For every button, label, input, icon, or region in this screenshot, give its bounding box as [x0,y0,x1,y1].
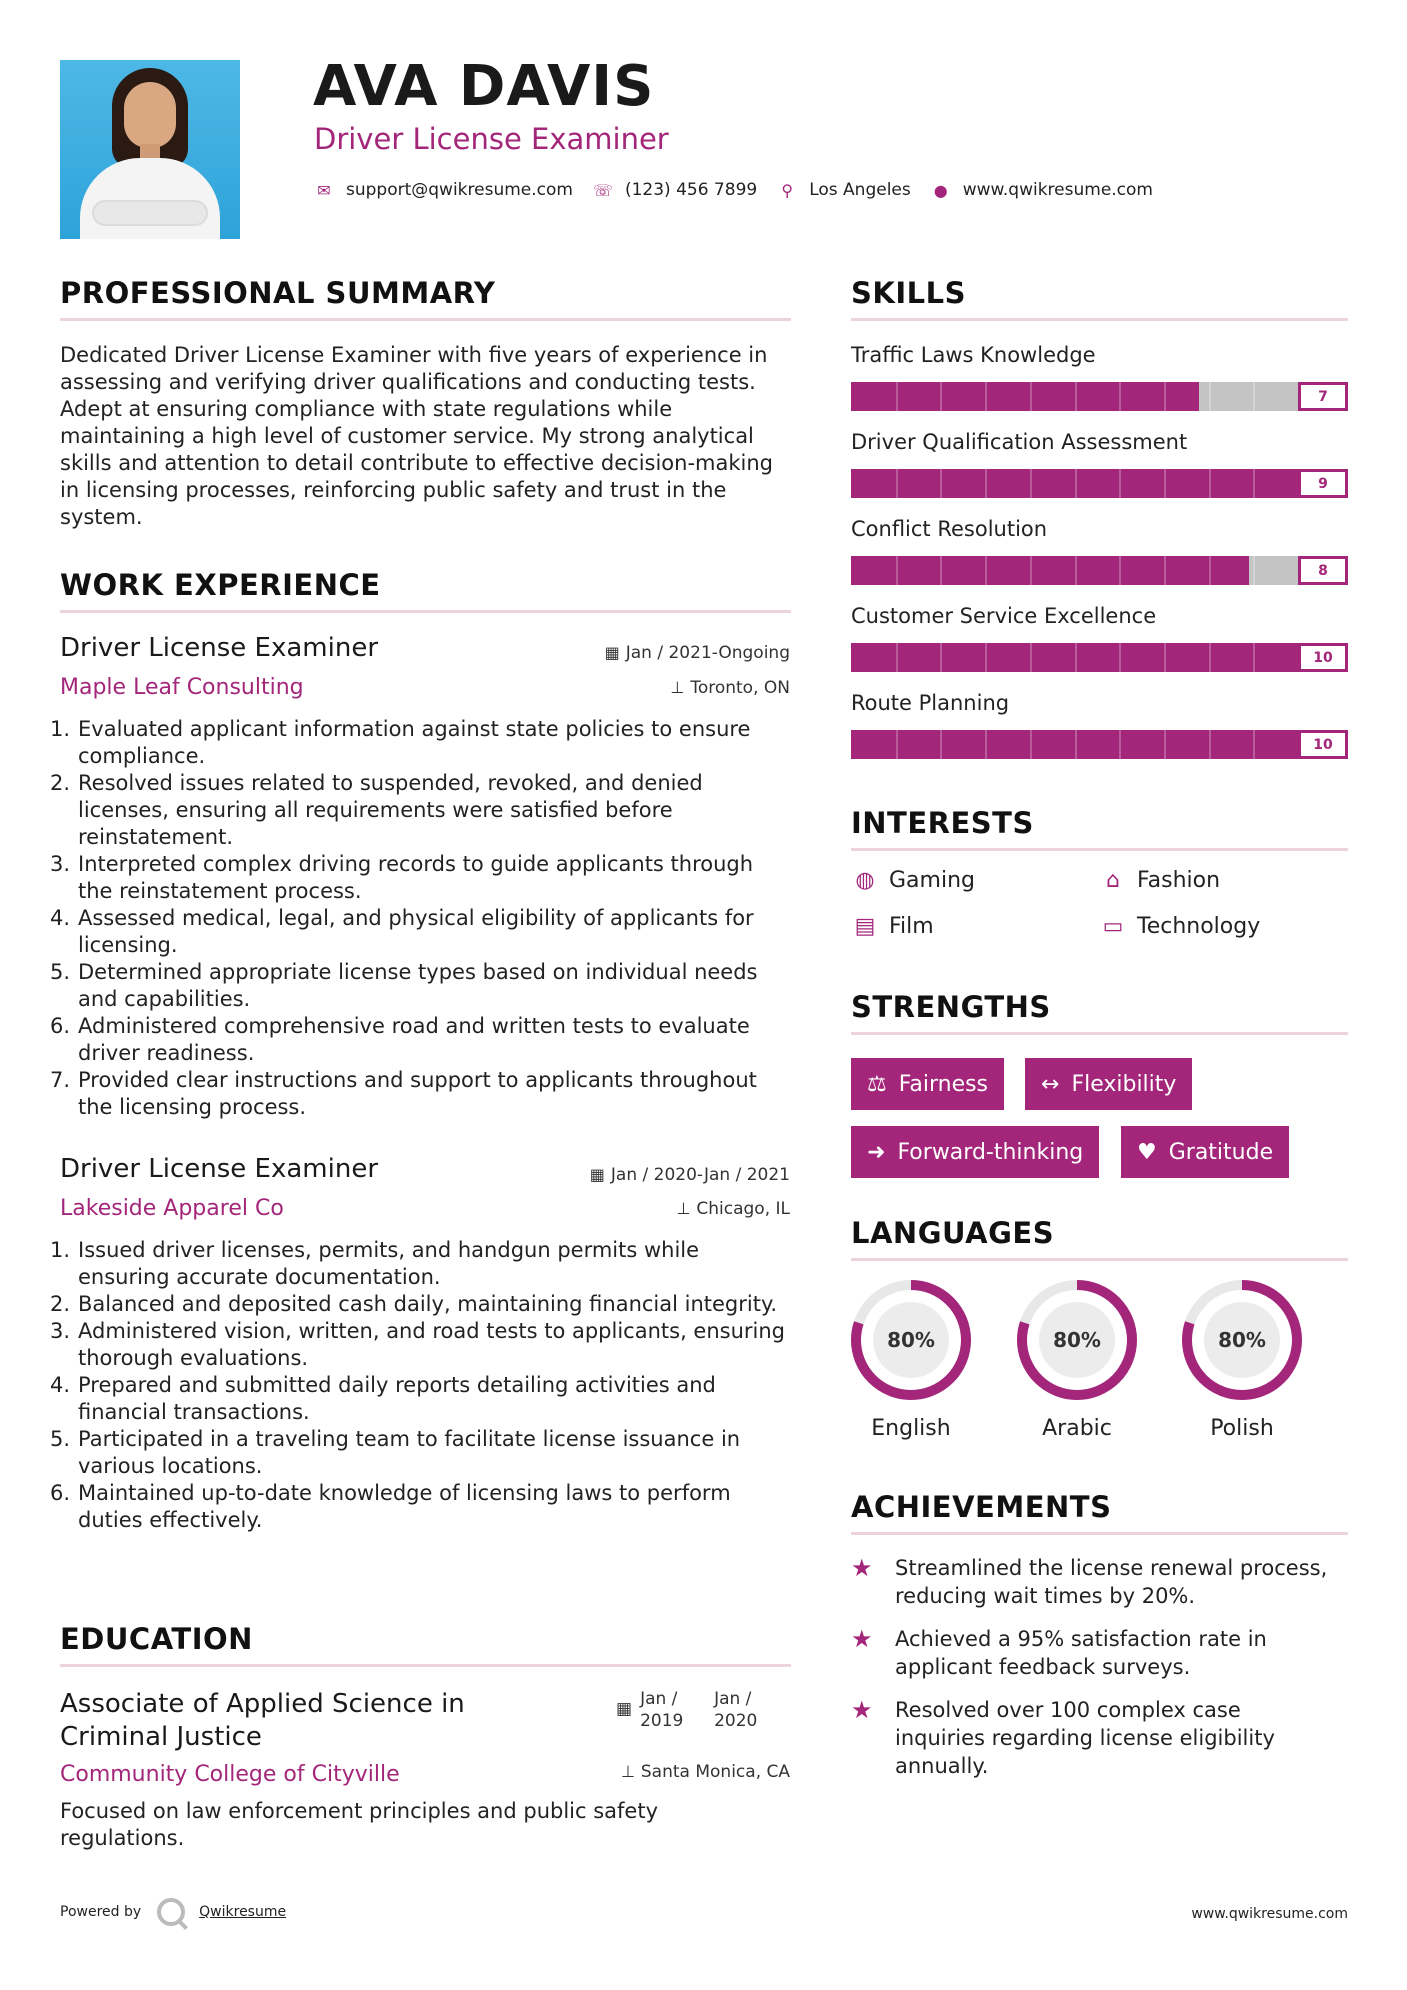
skill-bar-segment [1030,469,1032,498]
skill-bar-segment [1030,382,1032,411]
list-item: 5. Participated in a traveling team to facilitate license issuance in various locations. [50,1427,741,1478]
list-item: 6. Administered comprehensive road and written tests to evaluate driver readiness. [50,1014,750,1065]
skill-bar-segment [1119,643,1121,672]
education-description: Focused on law enforcement principles and public safety regulations. [60,1799,659,1850]
skill-bar-segment [1075,556,1077,585]
skill-bar-segment [1209,730,1211,759]
contact-website[interactable] [931,180,1153,200]
skill-bar-segment [985,556,987,585]
strengths-divider [851,1032,1348,1035]
star-icon: ★ [851,1696,873,1724]
skill-bar-segment [1164,469,1166,498]
profile-photo [60,60,240,239]
skill-bar-segment [1253,730,1255,759]
contact-bar [314,180,1173,200]
skill-bar-segment [1209,382,1211,411]
language-percent: 80% [1218,1328,1266,1352]
map-pin-icon: ⚲ [781,180,794,200]
skill-bar-segment [1164,730,1166,759]
skill-bar-segment [1209,643,1211,672]
skill-bar-segment [1209,556,1211,585]
contact-email[interactable] [314,180,573,200]
job-duties-list [50,1237,790,1534]
powered-by-label: Powered by [60,1904,142,1920]
education-end: Jan / 2020 [714,1689,758,1731]
skill-bar-segment [940,469,942,498]
envelope-icon: ✉ [317,180,331,200]
skill-bar [851,730,1348,759]
job-location [676,1199,790,1219]
pushpin-icon: ⊥ [620,1762,635,1781]
skill-bar-segment [985,643,987,672]
education-start: Jan / 2019 [640,1689,684,1731]
language-name: English [871,1416,951,1441]
skills-heading: SKILLS [851,276,966,310]
list-item: 1. Evaluated applicant information against state policies to ensure compliance. [50,717,751,768]
list-item: 5. Determined appropriate license types based on individual needs and capabilities. [50,960,758,1011]
skill-bar-segment [940,382,942,411]
job-location-text: Chicago, IL [696,1199,790,1219]
skill-name: Driver Qualification Assessment [851,430,1188,454]
skill-bar-segment [1075,730,1077,759]
list-item: 6. Maintained up-to-date knowledge of licensing laws to perform duties effectively. [50,1481,731,1532]
skill-score: 10 [1298,643,1348,672]
education-dates [616,1688,788,1732]
list-item: 3. Administered vision, written, and road tests to applicants, ensuring thorough evaluations. [50,1319,786,1370]
interest-item: ◍ Gaming [851,868,975,893]
summary-divider [60,318,791,321]
language-percent: 80% [887,1328,935,1352]
laptop-icon: ▭ [1102,914,1124,939]
strength-badge: ↔ Flexibility [1025,1058,1192,1110]
pushpin-icon: ⊥ [670,678,685,697]
skill-bar [851,469,1348,498]
list-item: 2. Balanced and deposited cash daily, maintaining financial integrity. [50,1292,778,1316]
interest-item: ⌂ Fashion [1099,868,1220,893]
skill-bar-fill [851,643,1348,672]
contact-location-text: Los Angeles [809,180,911,200]
achievements-heading: ACHIEVEMENTS [851,1490,1112,1524]
calendar-icon: ▦ [589,1165,605,1184]
skill-bar-segment [1075,469,1077,498]
interests-divider [851,848,1348,851]
candidate-title: Driver License Examiner [314,122,669,156]
skill-bar-segment [896,382,898,411]
arrows-horizontal-icon: ↔ [1041,1071,1060,1097]
skill-name: Conflict Resolution [851,517,1048,541]
summary-heading: PROFESSIONAL SUMMARY [60,276,496,310]
skill-bar-segment [940,730,942,759]
job-dates-text: Jan / 2021-Ongoing [625,643,790,663]
interest-item: ▭ Technology [1099,914,1260,939]
pushpin-icon: ⊥ [676,1199,691,1218]
skill-bar-fill [851,730,1348,759]
contact-phone-text: (123) 456 7899 [624,180,758,200]
skill-bar-segment [896,556,898,585]
language-name: Polish [1210,1416,1274,1441]
skill-bar-segment [1075,382,1077,411]
globe-icon: ● [933,180,948,200]
skill-score: 9 [1298,469,1348,498]
language-percent: 80% [1053,1328,1101,1352]
skill-bar [851,643,1348,672]
skill-bar-segment [1253,469,1255,498]
list-item: 1. Issued driver licenses, permits, and handgun permits while ensuring accurate documentation. [50,1238,700,1289]
skill-bar-segment [940,643,942,672]
list-item: 4. Prepared and submitted daily reports detailing activities and financial transactions. [50,1373,716,1424]
education-degree: Associate of Applied Science in Criminal Justice [60,1689,465,1752]
skill-bar-segment [1075,643,1077,672]
skill-name: Traffic Laws Knowledge [851,343,1096,367]
shopping-bag-icon: ⌂ [1106,868,1120,893]
skill-score: 8 [1298,556,1348,585]
contact-email-text: support@qwikresume.com [346,180,573,200]
strength-badge: ⚖ Fairness [851,1058,1004,1110]
skill-bar-segment [1119,730,1121,759]
skill-bar-segment [1119,382,1121,411]
achievement-item: ★ Achieved a 95% satisfaction rate in applicant feedback surveys. [851,1625,1267,1679]
skill-bar-segment [1030,556,1032,585]
calendar-icon: ▦ [604,643,620,662]
skill-bar-segment [896,469,898,498]
language-name: Arabic [1042,1416,1112,1441]
skill-bar-segment [1030,730,1032,759]
education-divider [60,1664,791,1667]
gamepad-icon: ◍ [855,868,875,893]
languages-divider [851,1258,1348,1261]
strength-badge: ♥ Gratitude [1121,1126,1289,1178]
skills-divider [851,318,1348,321]
skill-bar [851,382,1348,411]
skill-bar-segment [896,643,898,672]
candidate-name: AVA DAVIS [313,54,655,119]
job-dates [590,1165,790,1185]
job-location [670,678,790,698]
skill-bar-segment [940,556,942,585]
heart-icon: ♥ [1137,1139,1157,1165]
job-company: Maple Leaf Consulting [60,675,304,700]
star-icon: ★ [851,1554,873,1582]
balance-scale-icon: ⚖ [867,1071,887,1097]
film-icon: ▤ [854,914,876,939]
achievement-item: ★ Resolved over 100 complex case inquiries regarding license eligibility annually. [851,1696,1275,1778]
skill-bar-segment [1209,469,1211,498]
skill-bar-segment [985,469,987,498]
skill-bar-segment [985,382,987,411]
skill-bar-segment [1119,556,1121,585]
education-school: Community College of Cityville [60,1762,400,1787]
list-item: 7. Provided clear instructions and support to applicants throughout the licensing process. [50,1068,757,1119]
achievement-item: ★ Streamlined the license renewal process, reducing wait times by 20%. [851,1554,1328,1608]
list-item: 2. Resolved issues related to suspended, revoked, and denied licenses, ensuring all requirements were satisfied before reinstatement. [50,771,703,849]
job-role: Driver License Examiner [60,633,379,663]
list-item: 4. Assessed medical, legal, and physical eligibility of applicants for licensing. [50,906,754,957]
skill-bar-fill [851,382,1199,411]
languages-heading: LANGUAGES [851,1216,1055,1250]
job-dates [605,643,790,663]
job-company: Lakeside Apparel Co [60,1196,284,1221]
skill-name: Customer Service Excellence [851,604,1157,628]
strength-badge: ➜ Forward-thinking [851,1126,1099,1178]
interest-item: ▤ Film [851,914,934,939]
language-item [1015,1278,1139,1441]
strengths-heading: STRENGTHS [851,990,1051,1024]
job-duties-list [50,716,790,1121]
language-item [1180,1278,1304,1441]
skill-score: 7 [1298,382,1348,411]
skill-bar-segment [985,730,987,759]
footer-website[interactable]: www.qwikresume.com [1191,1906,1348,1922]
skill-score: 10 [1298,730,1348,759]
skill-bar-segment [1164,382,1166,411]
skill-bar-segment [1253,556,1255,585]
skill-bar-segment [896,730,898,759]
qwikresume-logo-icon [157,1898,185,1926]
brand-link[interactable]: Qwikresume [199,1904,287,1920]
arrow-right-icon: ➜ [867,1139,886,1165]
skill-bar-segment [1164,643,1166,672]
star-icon: ★ [851,1625,873,1653]
education-heading: EDUCATION [60,1622,253,1656]
phone-icon: ☏ [592,180,613,200]
skill-bar-segment [1030,643,1032,672]
skill-bar-segment [1253,382,1255,411]
job-dates-text: Jan / 2020-Jan / 2021 [610,1165,790,1185]
skill-bar-fill [851,556,1249,585]
contact-phone[interactable] [593,180,757,200]
achievements-divider [851,1532,1348,1535]
education-location-text: Santa Monica, CA [640,1762,790,1782]
calendar-icon: ▦ [616,1699,633,1719]
experience-divider [60,610,791,613]
contact-location [777,180,911,200]
language-item [849,1278,973,1441]
job-location-text: Toronto, ON [690,678,790,698]
skill-bar-segment [1119,469,1121,498]
experience-heading: WORK EXPERIENCE [60,568,381,602]
summary-text: Dedicated Driver License Examiner with five years of experience in assessing and verifying driver qualifications and conducting tests. Adept at ensuring compliance with state regulations while maintaining a high level of customer service. My strong analytical skills and attention to detail contribute to effective decision-making in licensing processes, reinforcing public safety and trust in the system. [60,343,774,529]
education-location [621,1762,790,1782]
skill-bar-segment [1164,556,1166,585]
list-item: 3. Interpreted complex driving records to guide applicants through the reinstatement process. [50,852,754,903]
interests-heading: INTERESTS [851,806,1034,840]
footer-powered-by [60,1898,286,1926]
contact-website-text: www.qwikresume.com [962,180,1153,200]
skill-bar-segment [1253,643,1255,672]
skill-name: Route Planning [851,691,1010,715]
job-role: Driver License Examiner [60,1154,379,1184]
skill-bar [851,556,1348,585]
